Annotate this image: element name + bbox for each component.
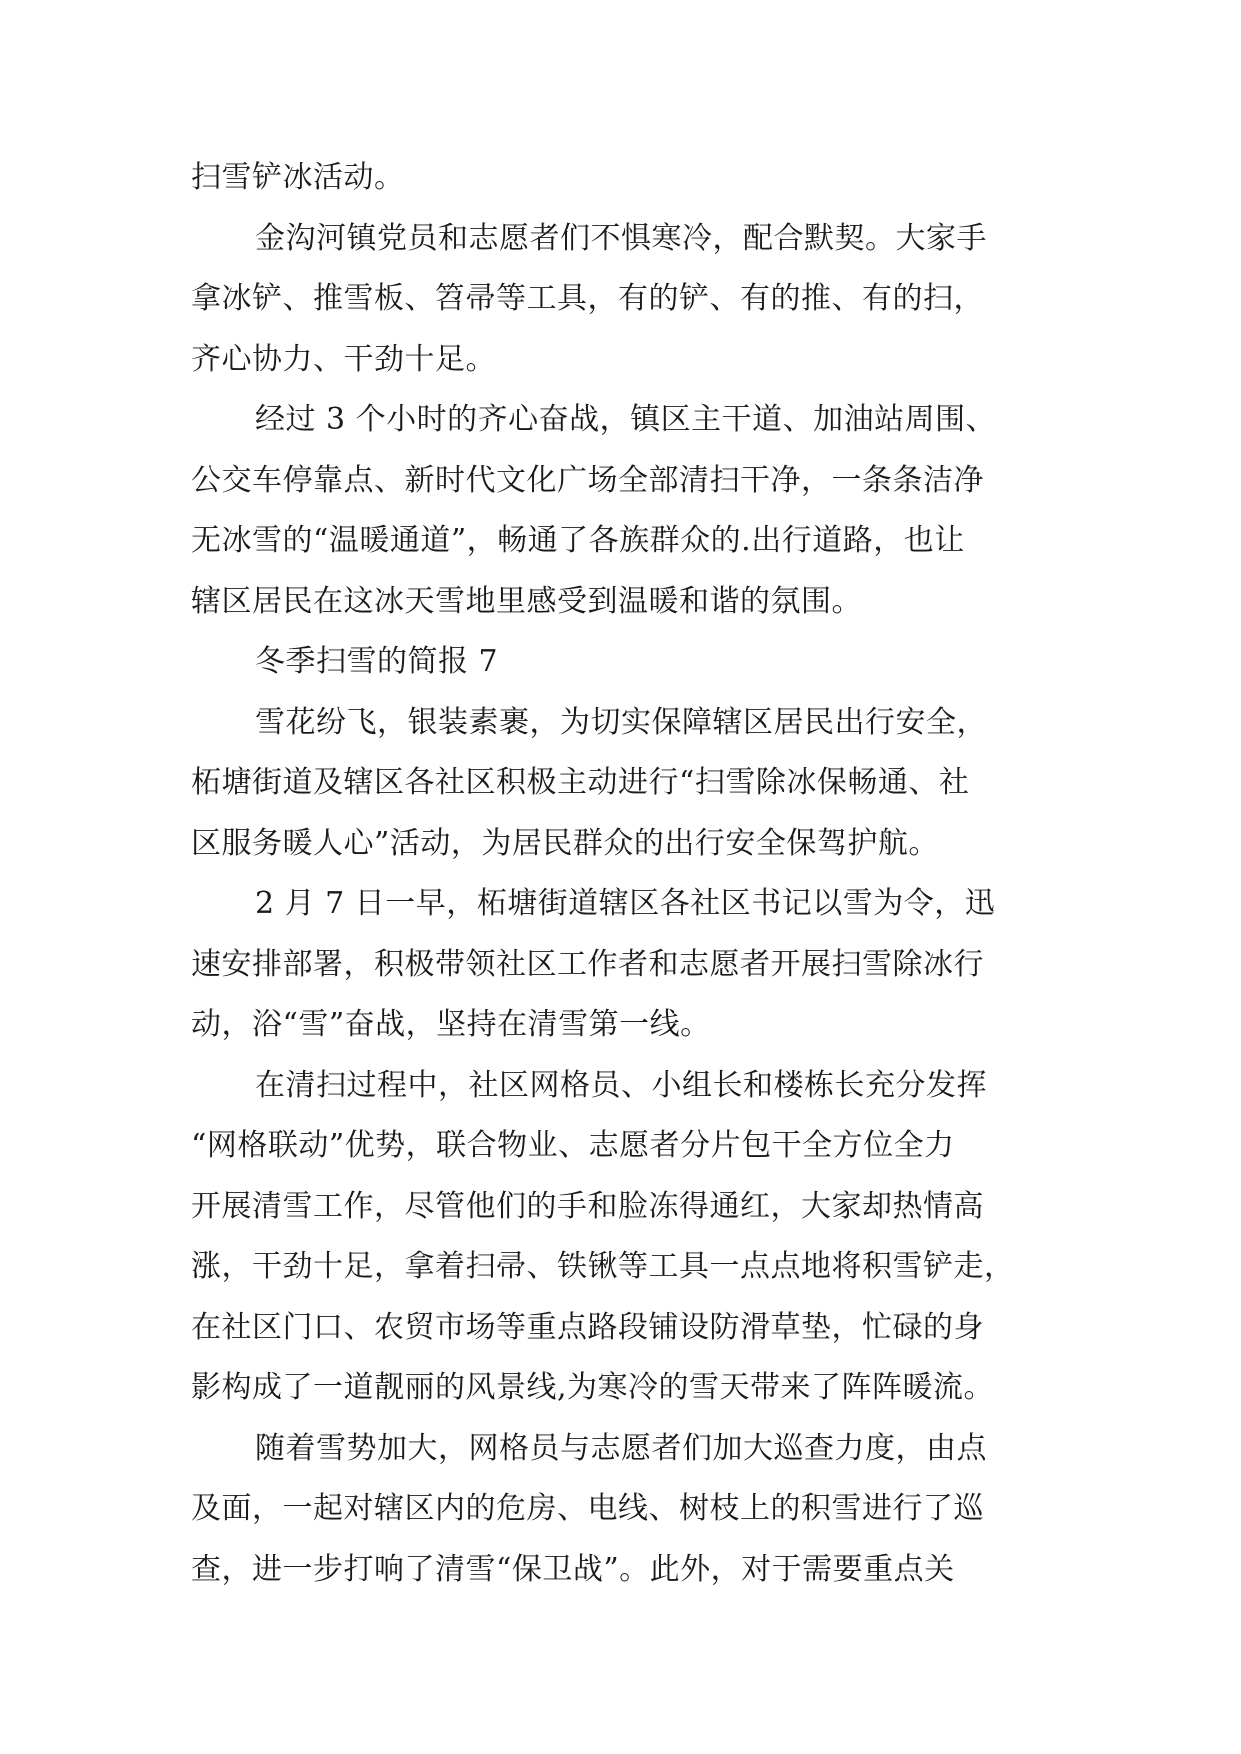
text-line: 雪花纷飞，银装素裹，为切实保障辖区居民出行安全， [255, 704, 987, 740]
text-line: 辖区居民在这冰天雪地里感受到温暖和谐的氛围。 [191, 583, 862, 619]
text-line: 拿冰铲、推雪板、笤帚等工具，有的铲、有的推、有的扫， [191, 281, 984, 316]
text-line: 金沟河镇党员和志愿者们不惧寒冷，配合默契。大家手 [255, 220, 987, 256]
text-line: 公交车停靠点、新时代文化广场全部清扫干净，一条条洁净 [191, 462, 984, 498]
text-line: 在社区门口、农贸市场等重点路段铺设防滑草垫，忙碌的身 [191, 1309, 984, 1345]
text-line: “网格联动”优势，联合物业、志愿者分片包干全方位全力 [191, 1128, 955, 1163]
text-line: 影构成了一道靓丽的风景线,为寒冷的雪天带来了阵阵暖流。 [191, 1370, 995, 1405]
text-line: 查，进一步打响了清雪“保卫战”。此外，对于需要重点关 [191, 1551, 955, 1587]
text-line: 涨，干劲十足，拿着扫帚、铁锹等工具一点点地将积雪铲走， [191, 1249, 1015, 1284]
text-line: 经过 3 个小时的齐心奋战，镇区主干道、加油站周围、 [255, 402, 997, 437]
text-line: 开展清雪工作，尽管他们的手和脸冻得通红，大家却热情高 [191, 1188, 984, 1224]
text-line: 柘塘街道及辖区各社区积极主动进行“扫雪除冰保畅通、社 [191, 765, 970, 800]
text-line: 及面，一起对辖区内的危房、电线、树枝上的积雪进行了巡 [191, 1491, 984, 1526]
text-line: 随着雪势加大，网格员与志愿者们加大巡查力度，由点 [255, 1430, 987, 1466]
section-heading: 冬季扫雪的简报 7 [255, 644, 499, 679]
text-line: 2 月 7 日一早，柘塘街道辖区各社区书记以雪为令，迅 [255, 886, 996, 921]
body-text [191, 148, 1051, 1600]
text-line: 无冰雪的“温暖通道”，畅通了各族群众的.出行道路，也让 [191, 523, 965, 558]
text-line: 在清扫过程中，社区网格员、小组长和楼栋长充分发挥 [255, 1067, 987, 1103]
text-line: 区服务暖人心”活动，为居民群众的出行安全保驾护航。 [191, 825, 939, 861]
text-line: 速安排部署，积极带领社区工作者和志愿者开展扫雪除冰行 [191, 946, 984, 982]
text-line: 动，浴“雪”奋战，坚持在清雪第一线。 [191, 1007, 711, 1042]
text-line: 扫雪铲冰活动。 [191, 160, 405, 195]
text-line: 齐心协力、干劲十足。 [191, 341, 496, 377]
